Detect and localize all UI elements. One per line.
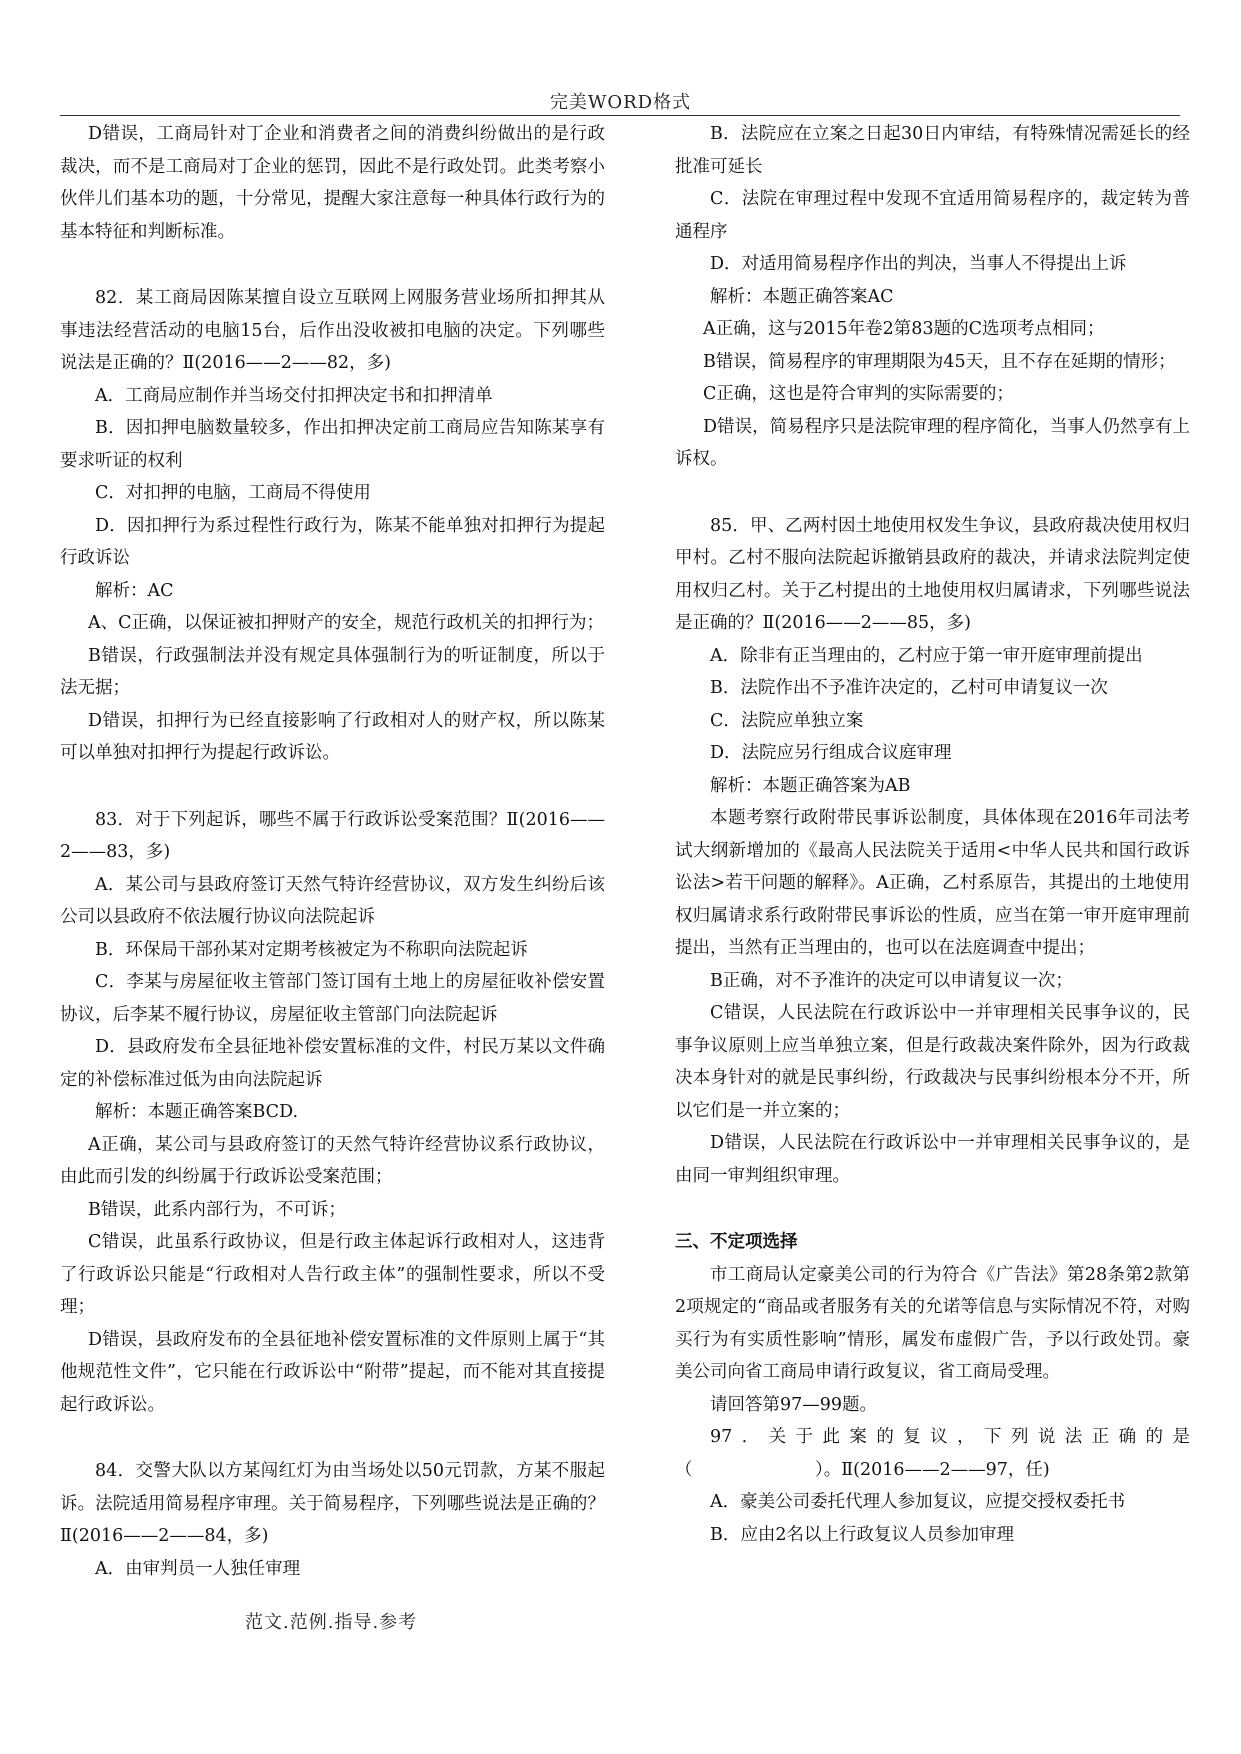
- option: D．县政府发布全县征地补偿安置标准的文件，村民万某以文件确定的补偿标准过低为由向法院起诉: [60, 1037, 605, 1090]
- explanation: A正确，某公司与县政府签订的天然气特许经营协议系行政协议，由此而引发的纠纷属于行政诉讼受案范围；: [60, 1134, 605, 1187]
- explanation: B正确，对不予准许的决定可以申请复议一次；: [710, 970, 1073, 991]
- page-footer: 范文.范例.指导.参考: [245, 1612, 418, 1633]
- explanation: D错误，扣押行为已经直接影响了行政相对人的财产权，所以陈某可以单独对扣押行为提起行政诉讼。: [60, 710, 605, 763]
- right-column: [675, 118, 1190, 1551]
- explanation: D错误，县政府发布的全县征地补偿安置标准的文件原则上属于“其他规范性文件”，它只能在行政诉讼中“附带”提起，而不能对其直接提起行政诉讼。: [60, 1329, 605, 1415]
- explanation: D错误，简易程序只是法院审理的程序简化，当事人仍然享有上诉权。: [675, 416, 1190, 469]
- answer-label: 解析：本题正确答案AC: [710, 286, 894, 307]
- option: C．法院应单独立案: [710, 710, 864, 731]
- question-97-stem: 97．关于此案的复议，下列说法正确的是（ ）。Ⅱ(2016——2——97，任): [675, 1427, 1190, 1480]
- explanation: D错误，人民法院在行政诉讼中一并审理相关民事争议的，是由同一审判组织审理。: [675, 1133, 1190, 1186]
- explanation: C错误，人民法院在行政诉讼中一并审理相关民事争议的，民事争议原则上应当单独立案，但是行政裁决案件除外，因为行政裁决本身针对的就是民事纠纷，行政裁决与民事纠纷根本分不开，所以它们是一并立案的；: [675, 1003, 1190, 1121]
- option: C．对扣押的电脑，工商局不得使用: [95, 483, 371, 503]
- option: B．法院作出不予准许决定的，乙村可申请复议一次: [710, 678, 1108, 698]
- explanation: B错误，行政强制法并没有规定具体强制行为的听证制度，所以于法无据；: [60, 645, 605, 698]
- explanation: C正确，这也是符合审判的实际需要的；: [703, 384, 1014, 404]
- answer-label: 解析：本题正确答案为AB: [710, 775, 911, 796]
- explanation: C错误，此虽系行政协议，但是行政主体起诉行政相对人，这违背了行政诉讼只能是“行政相对人告行政主体”的强制性要求，所以不受理；: [60, 1232, 605, 1317]
- answer-label: 解析：本题正确答案BCD.: [95, 1102, 299, 1122]
- question-prompt: 请回答第97—99题。: [710, 1394, 878, 1415]
- option: B．环保局干部孙某对定期考核被定为不称职向法院起诉: [95, 939, 528, 960]
- option: D．法院应另行组成合议庭审理: [710, 743, 952, 763]
- option: A．除非有正当理由的，乙村应于第一审开庭审理前提出: [710, 645, 1143, 666]
- option: B．应由2名以上行政复议人员参加审理: [710, 1524, 1014, 1545]
- option: A．工商局应制作并当场交付扣押决定书和扣押清单: [95, 385, 493, 406]
- question-84-stem: 84．交警大队以方某闯红灯为由当场处以50元罚款，方某不服起诉。法院适用简易程序审理。关于简易程序，下列哪些说法是正确的？Ⅱ(2016——2——84，多): [60, 1461, 605, 1546]
- paragraph: D错误，工商局针对丁企业和消费者之间的消费纠纷做出的是行政裁决，而不是工商局对丁企业的惩罚，因此不是行政处罚。此类考察小伙伴儿们基本功的题，十分常见，提醒大家注意每一种具体行政行为的基本特征和判断标准。: [60, 124, 605, 242]
- option: A．由审判员一人独任审理: [95, 1558, 301, 1579]
- explanation: B错误，此系内部行为，不可诉；: [88, 1199, 346, 1220]
- explanation: A、C正确，以保证被扣押财产的安全，规范行政机关的扣押行为；: [88, 613, 605, 633]
- option: C．法院在审理过程中发现不宜适用简易程序的，裁定转为普通程序: [675, 189, 1190, 242]
- explanation: A正确，这与2015年卷2第83题的C选项考点相同；: [703, 319, 1105, 339]
- option: A．豪美公司委托代理人参加复议，应提交授权委托书: [710, 1492, 1126, 1512]
- question-83-stem: 83．对于下列起诉，哪些不属于行政诉讼受案范围？Ⅱ(2016——2——83，多): [60, 809, 605, 862]
- case-description: 市工商局认定豪美公司的行为符合《广告法》第28条第2款第2项规定的“商品或者服务有关的允诺等信息与实际情况不符，对购买行为有实质性影响”情形，属发布虚假广告，予以行政处罚。豪美公司向省工商局申请行政复议，省工商局受理。: [675, 1264, 1190, 1382]
- option: B．因扣押电脑数量较多，作出扣押决定前工商局应告知陈某享有要求听证的权利: [60, 418, 605, 471]
- option: C．李某与房屋征收主管部门签订国有土地上的房屋征收补偿安置协议，后李某不履行协议，房屋征收主管部门向法院起诉: [60, 972, 605, 1025]
- explanation: B错误，简易程序的审理期限为45天，且不存在延期的情形；: [703, 351, 1176, 372]
- left-column: [60, 118, 605, 1585]
- question-82-stem: 82．某工商局因陈某擅自设立互联网上网服务营业场所扣押其从事违法经营活动的电脑15台，后作出没收被扣电脑的决定。下列哪些说法是正确的？Ⅱ(2016——2——82，多): [60, 288, 605, 373]
- header-rule: [60, 115, 1180, 116]
- option: D．因扣押行为系过程性行政行为，陈某不能单独对扣押行为提起行政诉讼: [60, 515, 605, 568]
- option: A．某公司与县政府签订天然气特许经营协议，双方发生纠纷后该公司以县政府不依法履行协议向法院起诉: [60, 874, 605, 927]
- question-85-stem: 85．甲、乙两村因土地使用权发生争议，县政府裁决使用权归甲村。乙村不服向法院起诉撤销县政府的裁决，并请求法院判定使用权归乙村。关于乙村提出的土地使用权归属请求，下列哪些说法是正确的？Ⅱ(2016——2——85，多): [675, 515, 1190, 633]
- answer-label: 解析：AC: [95, 580, 174, 601]
- section-heading: 三、不定项选择: [675, 1232, 798, 1252]
- explanation: 本题考察行政附带民事诉讼制度，具体体现在2016年司法考试大纲新增加的《最高人民法院关于适用<中华人民共和国行政诉讼法>若干问题的解释》。A正确，乙村系原告，其提出的土地使用权归属请求系行政附带民事诉讼的性质，应当在第一审开庭审理前提出，当然有正当理由的，也可以在法庭调查中提出；: [675, 808, 1190, 958]
- option: B．法院应在立案之日起30日内审结，有特殊情况需延长的经批准可延长: [675, 124, 1190, 177]
- option: D．对适用简易程序作出的判决，当事人不得提出上诉: [710, 254, 1127, 274]
- page-header-title: 完美WORD格式: [549, 92, 692, 113]
